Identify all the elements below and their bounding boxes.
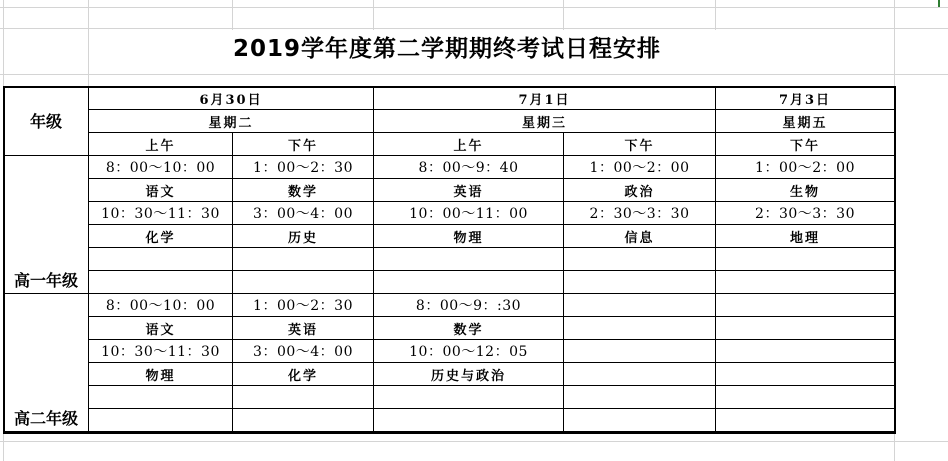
time-cell[interactable]: 1：00～2：00: [716, 156, 895, 179]
time-cell[interactable]: [564, 340, 716, 363]
empty-cell[interactable]: [374, 248, 564, 271]
subject-cell[interactable]: 化学: [233, 363, 374, 386]
subject-cell[interactable]: [716, 317, 895, 340]
subject-cell[interactable]: 化学: [89, 225, 233, 248]
subject-cell[interactable]: 生物: [716, 179, 895, 202]
empty-cell[interactable]: [716, 409, 895, 432]
subject-cell[interactable]: 历史与政治: [374, 363, 564, 386]
grade-label-cell[interactable]: 高二年级: [4, 294, 89, 432]
empty-cell[interactable]: [716, 271, 895, 294]
time-cell[interactable]: 10：00～12：05: [374, 340, 564, 363]
session-cell[interactable]: 下午: [564, 133, 716, 156]
time-cell[interactable]: 3：00～4：00: [233, 340, 374, 363]
table-row: [4, 179, 895, 202]
weekday-cell[interactable]: 星期五: [716, 110, 895, 133]
table-row: [4, 340, 895, 363]
subject-cell[interactable]: 政治: [564, 179, 716, 202]
time-cell[interactable]: 1：00～2：00: [564, 156, 716, 179]
empty-cell[interactable]: [564, 386, 716, 409]
table-row: [4, 156, 895, 179]
subject-cell[interactable]: 数学: [374, 317, 564, 340]
subject-cell[interactable]: 数学: [233, 179, 374, 202]
time-cell[interactable]: [716, 294, 895, 317]
subject-cell[interactable]: [564, 317, 716, 340]
exam-schedule-table: [3, 86, 895, 432]
subject-cell[interactable]: 语文: [89, 179, 233, 202]
subject-cell[interactable]: 英语: [233, 317, 374, 340]
table-row: [4, 386, 895, 409]
subject-cell[interactable]: [716, 363, 895, 386]
table-row: [4, 225, 895, 248]
date-cell[interactable]: 7月3日: [716, 87, 895, 110]
subject-cell[interactable]: 信息: [564, 225, 716, 248]
grid-line: [232, 0, 233, 30]
date-row: [4, 87, 895, 110]
time-cell[interactable]: 3：00～4：00: [233, 202, 374, 225]
selection-handle[interactable]: [938, 0, 940, 7]
table-row: [4, 271, 895, 294]
session-row: [4, 133, 895, 156]
empty-cell[interactable]: [374, 409, 564, 432]
grid-line: [373, 0, 374, 30]
subject-cell[interactable]: 语文: [89, 317, 233, 340]
weekday-cell[interactable]: 星期二: [89, 110, 374, 133]
time-cell[interactable]: 1：00～2：30: [233, 294, 374, 317]
subject-cell[interactable]: 物理: [374, 225, 564, 248]
empty-cell[interactable]: [89, 271, 233, 294]
time-cell[interactable]: [716, 340, 895, 363]
grid-line: [715, 0, 716, 30]
table-row: [4, 202, 895, 225]
grade-label-cell[interactable]: 高一年级: [4, 156, 89, 294]
grid-line: [0, 7, 948, 8]
empty-cell[interactable]: [89, 386, 233, 409]
empty-cell[interactable]: [374, 271, 564, 294]
table-row: [4, 363, 895, 386]
empty-cell[interactable]: [233, 271, 374, 294]
empty-cell[interactable]: [89, 409, 233, 432]
weekday-row: [4, 110, 895, 133]
time-cell[interactable]: 2：30～3：30: [564, 202, 716, 225]
empty-cell[interactable]: [716, 386, 895, 409]
empty-cell[interactable]: [233, 248, 374, 271]
empty-cell[interactable]: [564, 271, 716, 294]
page-title: 2019学年度第二学期期终考试日程安排: [232, 36, 661, 62]
time-cell[interactable]: 8：00～9：40: [374, 156, 564, 179]
time-cell[interactable]: 8：00～10：00: [89, 156, 233, 179]
session-cell[interactable]: 下午: [233, 133, 374, 156]
session-cell[interactable]: 上午: [374, 133, 564, 156]
time-cell[interactable]: 8：00～9：:30: [374, 294, 564, 317]
time-cell[interactable]: [564, 294, 716, 317]
table-row: [4, 409, 895, 432]
subject-cell[interactable]: 历史: [233, 225, 374, 248]
grid-line: [0, 441, 948, 442]
subject-cell[interactable]: [564, 363, 716, 386]
grade-header[interactable]: 年级: [4, 87, 89, 156]
time-cell[interactable]: 2：30～3：30: [716, 202, 895, 225]
time-cell[interactable]: 10：30～11：30: [89, 202, 233, 225]
empty-cell[interactable]: [233, 386, 374, 409]
subject-cell[interactable]: 地理: [716, 225, 895, 248]
date-cell[interactable]: 7月1日: [374, 87, 716, 110]
empty-cell[interactable]: [716, 248, 895, 271]
table-row: [4, 248, 895, 271]
grid-line: [0, 28, 948, 29]
grid-line: [563, 0, 564, 30]
empty-cell[interactable]: [233, 409, 374, 432]
empty-cell[interactable]: [89, 248, 233, 271]
time-cell[interactable]: 10：30～11：30: [89, 340, 233, 363]
empty-cell[interactable]: [564, 248, 716, 271]
time-cell[interactable]: 1：00～2：30: [233, 156, 374, 179]
grid-line: [0, 74, 948, 75]
subject-cell[interactable]: 物理: [89, 363, 233, 386]
time-cell[interactable]: 8：00～10：00: [89, 294, 233, 317]
date-cell[interactable]: 6月30日: [89, 87, 374, 110]
empty-cell[interactable]: [564, 409, 716, 432]
table-row: [4, 294, 895, 317]
empty-cell[interactable]: [374, 386, 564, 409]
session-cell[interactable]: 上午: [89, 133, 233, 156]
subject-cell[interactable]: 英语: [374, 179, 564, 202]
session-cell[interactable]: 下午: [716, 133, 895, 156]
weekday-cell[interactable]: 星期三: [374, 110, 716, 133]
table-row: [4, 317, 895, 340]
time-cell[interactable]: 10：00～11：00: [374, 202, 564, 225]
